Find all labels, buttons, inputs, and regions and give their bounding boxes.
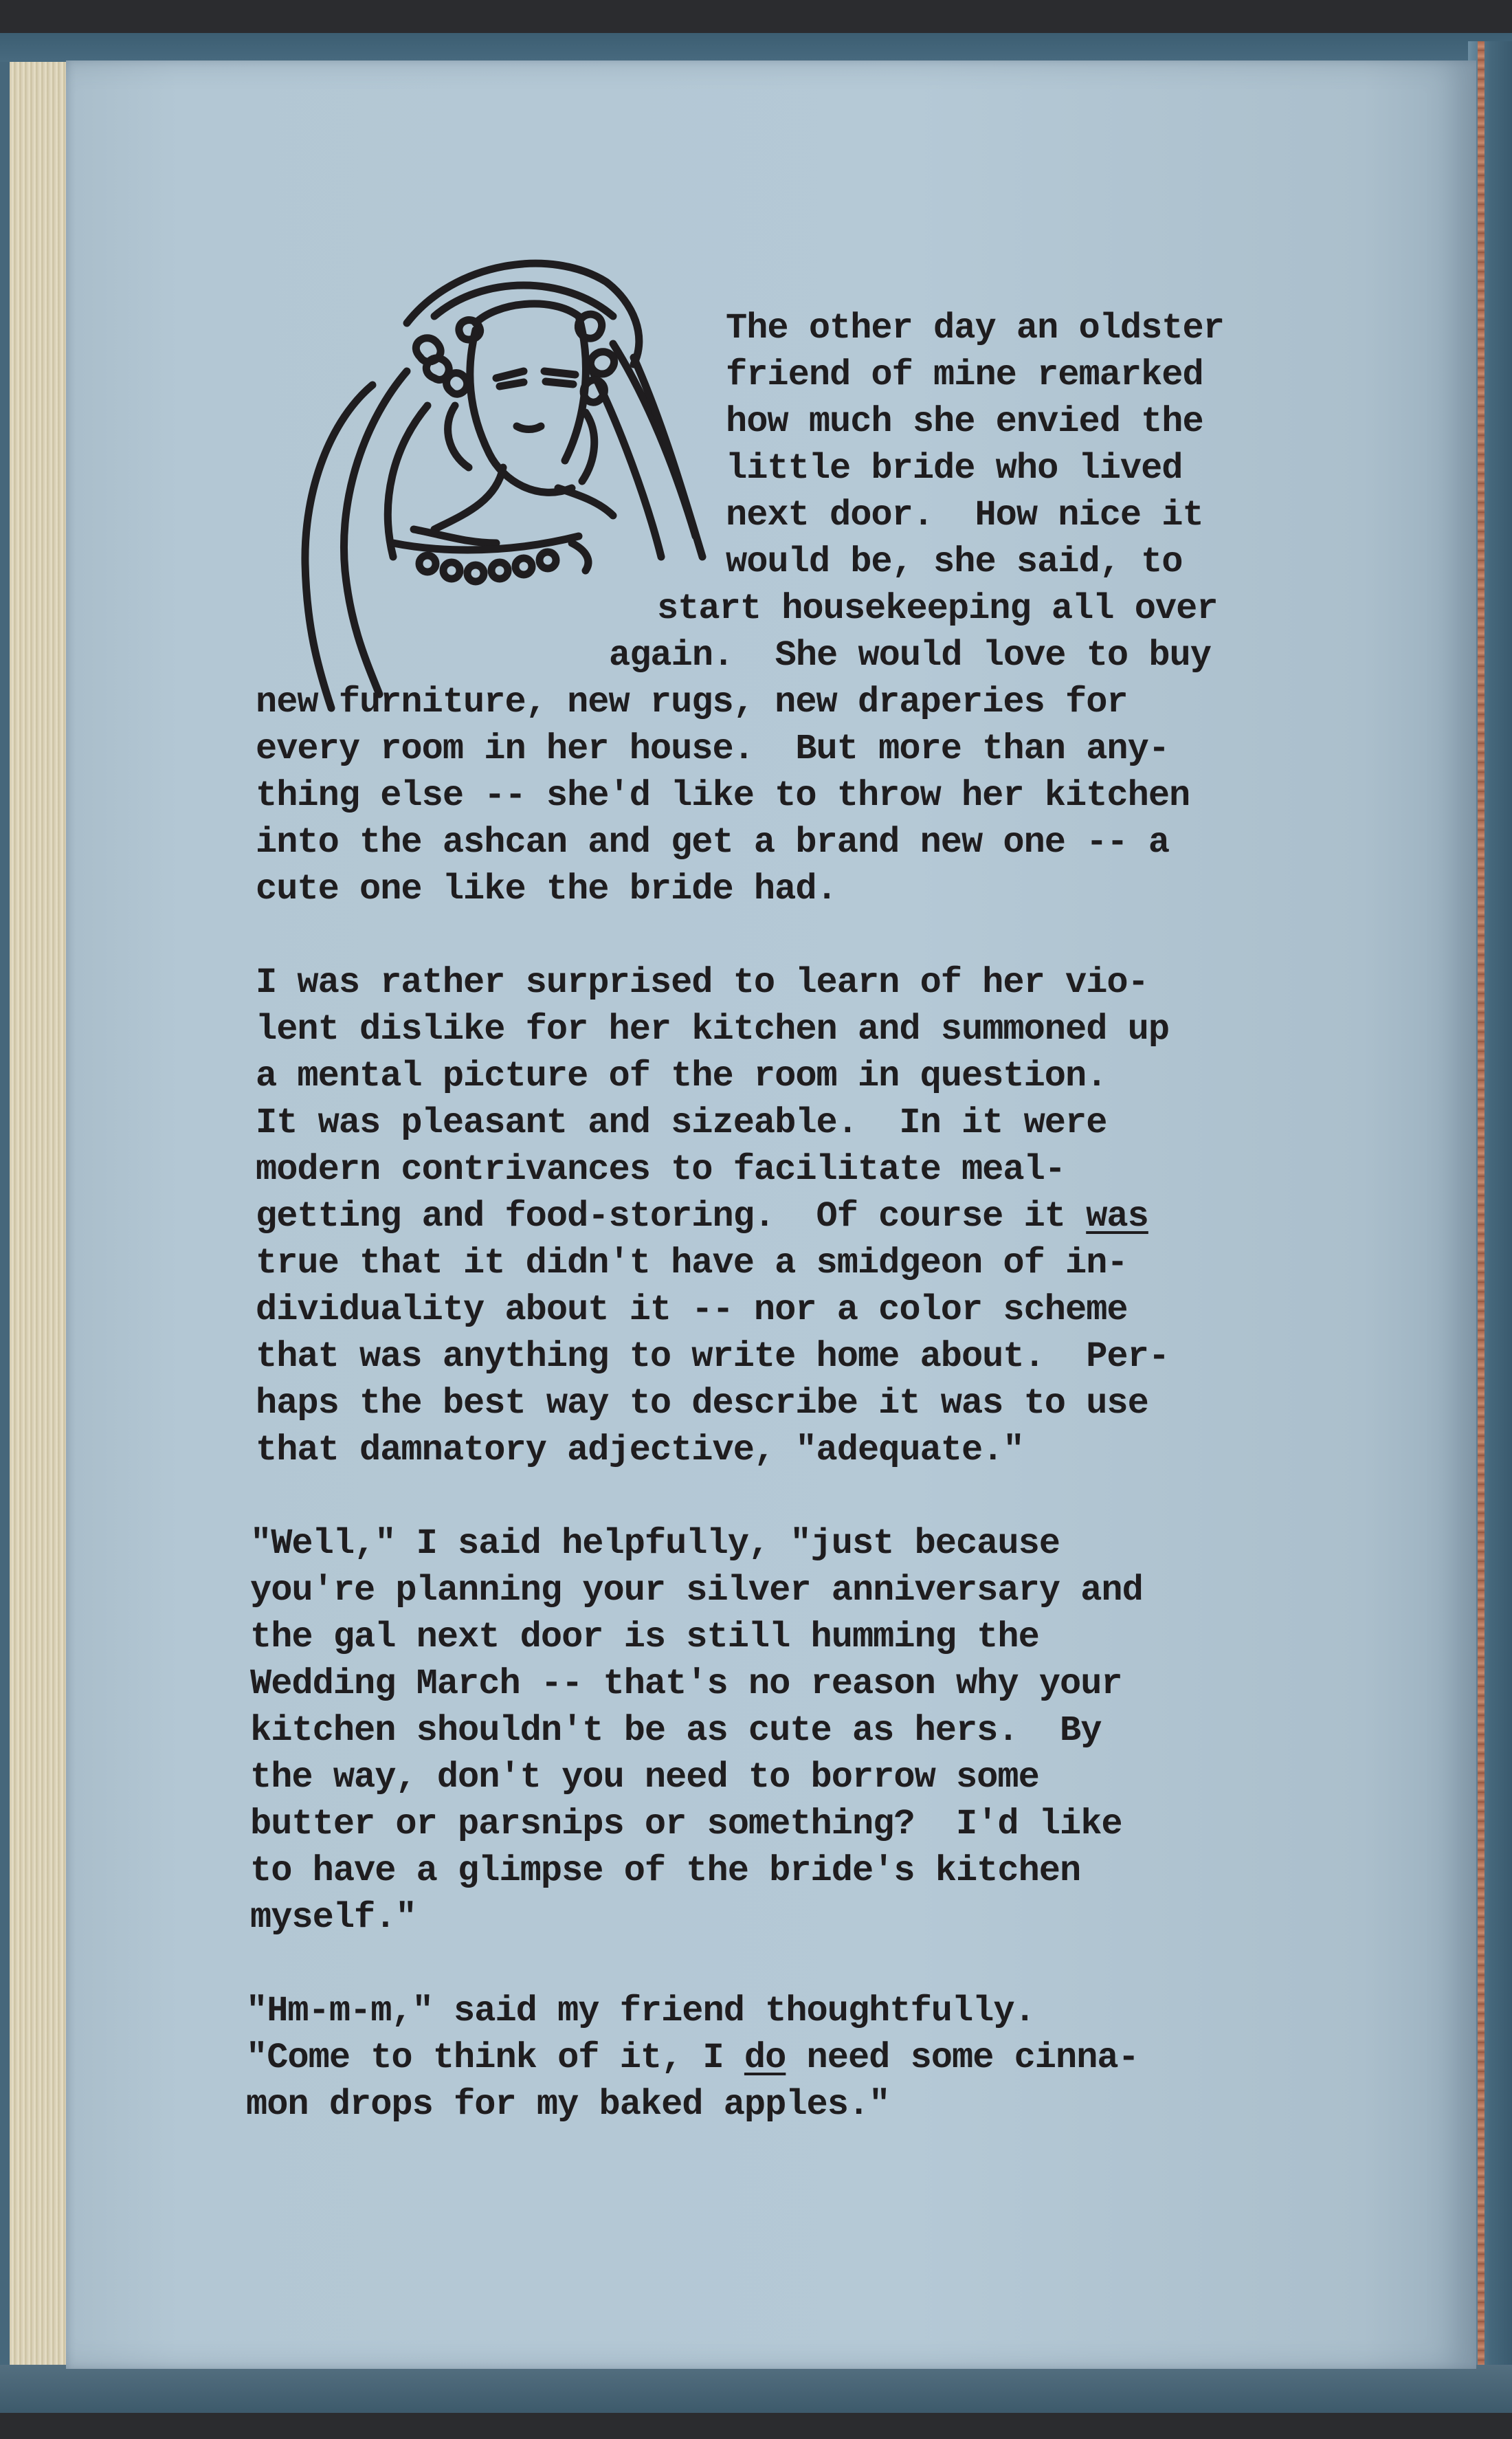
text-line: modern contrivances to facilitate meal- [256, 1149, 1065, 1190]
text-line: true that it didn't have a smidgeon of in- [256, 1243, 1128, 1283]
text-line: haps the best way to describe it was to use [256, 1383, 1148, 1424]
text-line: I was rather surprised to learn of her vio- [256, 962, 1148, 1003]
text-line: The other day an oldster [726, 308, 1224, 349]
spine-binding-thread [1478, 41, 1485, 2392]
text-line: kitchen shouldn't be as cute as hers. By [250, 1710, 1102, 1751]
text-line: that damnatory adjective, "adequate." [256, 1430, 1024, 1470]
text-line: lent dislike for her kitchen and summoned up [256, 1009, 1170, 1050]
emphasis-do: do [744, 2038, 786, 2078]
text-line: into the ashcan and get a brand new one -- a [256, 822, 1170, 863]
text-line: the way, don't you need to borrow some [250, 1757, 1039, 1798]
text-line: start housekeeping all over [657, 588, 1218, 629]
text-line: the gal next door is still humming the [250, 1617, 1039, 1657]
text-line: butter or parsnips or something? I'd like [250, 1804, 1122, 1844]
text-line: Wedding March -- that's no reason why your [250, 1664, 1122, 1704]
text-line: every room in her house. But more than any- [256, 729, 1170, 769]
text-line: would be, she said, to [726, 542, 1183, 582]
text-line: mon drops for my baked apples." [246, 2084, 890, 2125]
book-page [66, 60, 1476, 2369]
text-line: that was anything to write home about. Per- [256, 1336, 1170, 1377]
text-line: thing else -- she'd like to throw her kitchen [256, 775, 1190, 816]
text-line: you're planning your silver anniversary and [250, 1570, 1143, 1611]
text-line: "Hm-m-m," said my friend thoughtfully. [246, 1991, 1035, 2031]
text-line: little bride who lived [726, 448, 1183, 489]
book-cover-bottom-edge [0, 2365, 1512, 2413]
text-line: myself." [250, 1897, 416, 1938]
text-line: next door. How nice it [726, 495, 1203, 536]
text-line: "Come to think of it, I do need some cinna- [246, 2038, 1139, 2078]
text-line: to have a glimpse of the bride's kitchen [250, 1851, 1081, 1891]
emphasis-was: was [1086, 1196, 1148, 1237]
text-line: again. She would love to buy [609, 635, 1211, 676]
text-line: how much she envied the [726, 401, 1203, 442]
text-line: cute one like the bride had. [256, 869, 837, 909]
text-line: It was pleasant and sizeable. In it were [256, 1103, 1107, 1143]
book-cover-left-edge [0, 62, 10, 2385]
text-line: new furniture, new rugs, new draperies for [256, 682, 1128, 722]
text-line: a mental picture of the room in question. [256, 1056, 1107, 1096]
text-line: "Well," I said helpfully, "just because [250, 1523, 1060, 1564]
text-line: getting and food-storing. Of course it was [256, 1196, 1148, 1237]
text-line: friend of mine remarked [726, 355, 1203, 395]
text-line: dividuality about it -- nor a color scheme [256, 1290, 1128, 1330]
